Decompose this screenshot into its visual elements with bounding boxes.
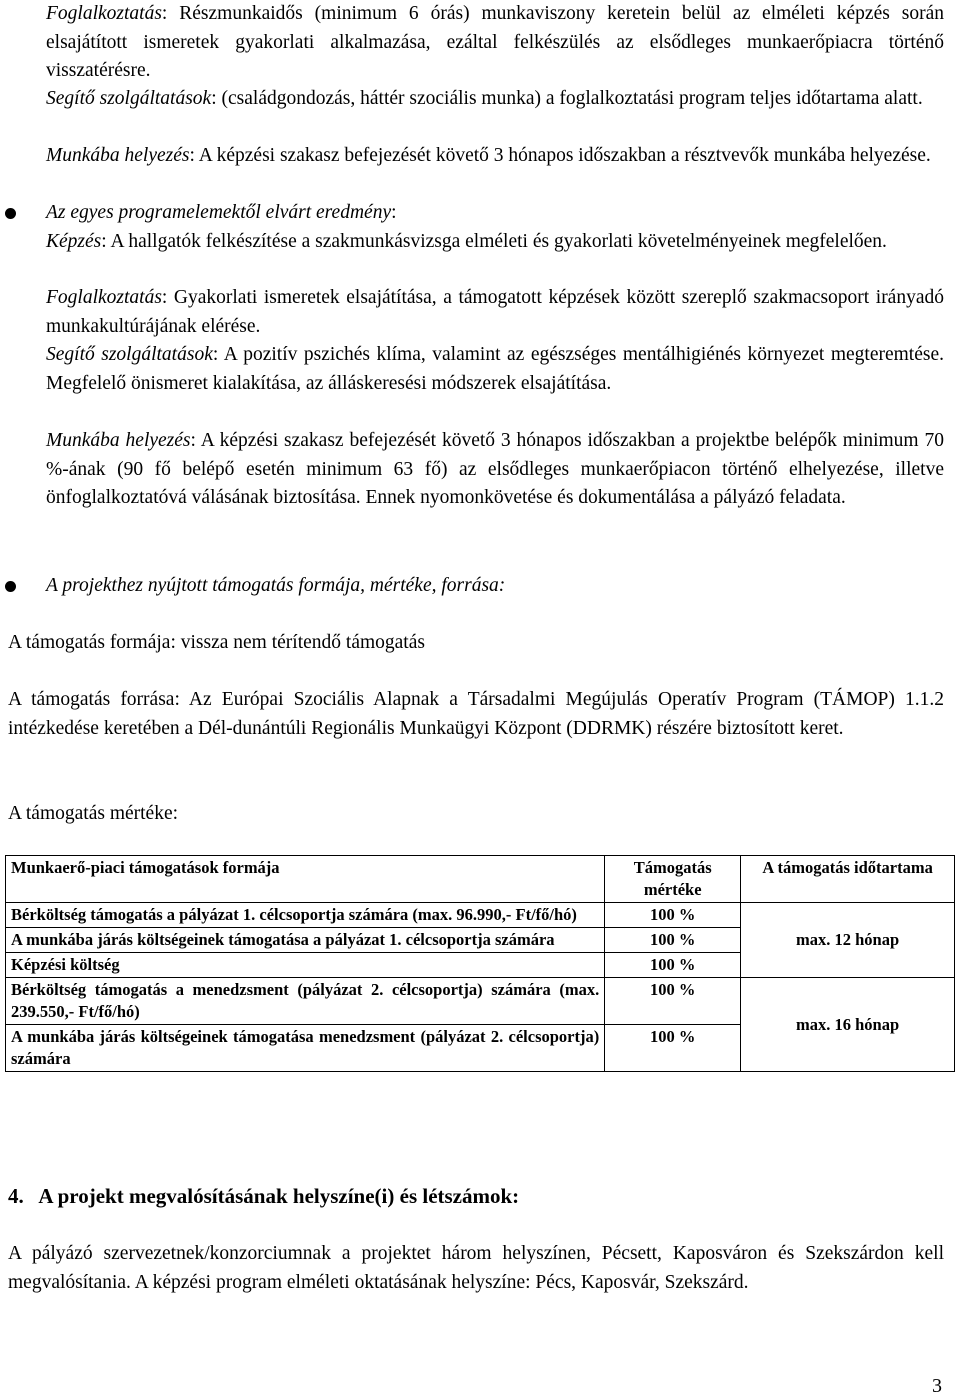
header-forma: Munkaerő-piaci támogatások formája <box>6 856 605 903</box>
table-row: A munkába járás költségeinek támogatása a pályázat 1. célcsoportja számára 100 % <box>6 928 955 953</box>
header-idotartam: A támogatás időtartama <box>741 856 955 903</box>
label-munkaba: Munkába helyezés <box>46 145 190 166</box>
label-kepzes: Képzés <box>46 231 102 252</box>
bullet-icon <box>5 208 16 219</box>
page-number: 3 <box>932 1375 942 1397</box>
support-form: A támogatás formája: vissza nem térítendő támogatás <box>8 632 425 653</box>
paragraph-foglalkoztatas-2: Foglalkoztatás: Gyakorlati ismeretek elsajátítása, a támogatott képzések között szereplő szakmacsoport irányadó munkakultúrájának elérése. <box>46 287 944 337</box>
section-heading-helyszin: 4. A projekt megvalósításának helyszíne(i) és létszámok: <box>8 1184 520 1208</box>
paragraph-kepzes: Képzés: A hallgatók felkészítése a szakmunkásvizsga elméleti és gyakorlati követelményeinek megfelelően. <box>46 231 887 252</box>
duration-cell-1: max. 12 hónap <box>741 903 955 978</box>
header-mertek: Támogatás mértéke <box>605 856 741 903</box>
table-row: A munkába járás költségeinek támogatása menedzsment (pályázat 2. célcsoportja) számára 100 % <box>6 1025 955 1072</box>
table-header-row <box>6 856 955 903</box>
label-foglalkoztatas: Foglalkoztatás <box>46 3 162 24</box>
bullet-icon <box>5 581 16 592</box>
paragraph-segito: Segítő szolgáltatások: (családgondozás, háttér szociális munka) a foglalkoztatási program teljes időtartama alatt. <box>46 88 923 109</box>
label-segito: Segítő szolgáltatások <box>46 88 212 109</box>
paragraph-foglalkoztatas: Foglalkoztatás: Részmunkaidős (minimum 6 órás) munkaviszony keretein belül az elméleti képzés során elsajátított ismeretek gyakorlati alkalmazása, ezáltal felkészülés az elsődleges munkaerőpiacra történő visszatérésre. <box>46 3 944 82</box>
support-table <box>5 855 955 1072</box>
paragraph-segito-2: Segítő szolgáltatások: A pozitív pszichés klíma, valamint az egészséges mentálhigiénés környezet megteremtése. Megfelelő önismeret kialakítása, az álláskeresési módszerek elsajátítása. <box>46 344 944 394</box>
section-heading-eredmeny: Az egyes programelemektől elvárt eredmény: <box>46 202 397 223</box>
section-heading-tamogatas: A projekthez nyújtott támogatás formája, mértéke, forrása: <box>46 575 506 596</box>
table-row: Bérköltség támogatás a pályázat 1. célcsoportja számára (max. 96.990,- Ft/fő/hó) 100 % max. 12 hónap <box>6 903 955 928</box>
paragraph-helyszin: A pályázó szervezetnek/konzorciumnak a projektet három helyszínen, Pécsett, Kaposváron és Szekszárdon kell megvalósítania. A képzési program elméleti oktatásának helyszíne: Pécs, Kaposvár, Szekszárd. <box>8 1243 944 1293</box>
duration-cell-2: max. 16 hónap <box>741 978 955 1072</box>
paragraph-munkaba-2: Munkába helyezés: A képzési szakasz befejezését követő 3 hónapos időszakban a projektbe belépők minimum 70 %-ának (90 fő belépő esetén minimum 63 fő) az elsődleges munkaerőpiacon történő elhelyezése, illetve önfoglalkoztatóvá válásának biztosítása. Ennek nyomonkövetése és dokumentálása a pályázó feladata. <box>46 430 944 509</box>
table-row: Bérköltség támogatás a menedzsment (pályázat 2. célcsoportja) számára (max. 239.550,- Ft/fő/hó) 100 % max. 16 hónap <box>6 978 955 1025</box>
table-row: Képzési költség 100 % <box>6 953 955 978</box>
support-amount-label: A támogatás mértéke: <box>8 803 179 824</box>
support-source: A támogatás forrása: Az Európai Szociális Alapnak a Társadalmi Megújulás Operatív Program (TÁMOP) 1.1.2 intézkedése keretében a Dél-dunántúli Regionális Munkaügyi Központ (DDRMK) részére biztosított keret. <box>8 689 944 739</box>
paragraph-munkaba: Munkába helyezés: A képzési szakasz befejezését követő 3 hónapos időszakban a résztvevők munkába helyezése. <box>46 145 931 166</box>
